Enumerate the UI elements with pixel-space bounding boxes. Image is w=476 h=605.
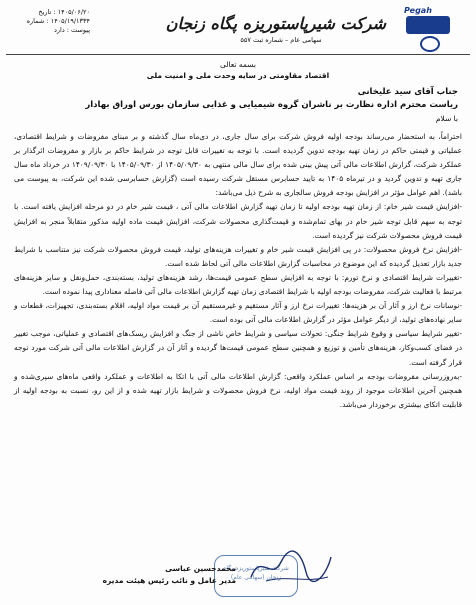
- body-intro: احتراماً، به استحضار می‌رساند بودجه اولیه فروش شرکت برای سال جاری، در دی‌ماه سال گذشته و بر مبنای مفروضات و شرایط اقتصادی، عملیاتی و قیمتی حاکم در زمان تهیه بودجه تدوین گردیده است. با توجه به تغییرات قابل توجه در شرایط حاکم بر بازار و مفروضات اثرگذار بر عملکرد شرکت، گزارش اطلاعات مالی آتی پیش بینی شده برای سال مالی منتهی به ۱۴۰۵/۰۹/۳۰ از ۱۴۰۵/۰۹/۳۰ با ۱۴۰۹/۰۹/۳۰ در خرداد ماه سال جاری تهیه و تدوین گردید و در تیرماه ۱۴۰۵ به تایید حسابرس مستقل شرکت رسیده است (گزارش حسابرسی شده این شرکت، به پیوست می باشد). اهم عوامل مؤثر در افزایش بودجه فروش سالجاری به شرح ذیل می‌باشد:: [14, 132, 462, 198]
- slogan: اقتصاد مقاومتی در سایه وحدت ملی و امنیت ملی: [146, 71, 330, 80]
- body-item-raw-milk: -افزایش قیمت شیر خام: از زمان تهیه بودجه اولیه تا زمان تهیه گزارش اطلاعات مالی آتی ، قیمت شیر خام در دو مرحله افزایش یافته است. با توجه به سهم قابل توجه شیر خام در بهای تمام‌شده و قیمت‌گذاری محصولات شرکت، افزایش قیمت ماده اولیه مذکور متقابلاً منجر به افزایش قیمت فروش محصولات شرکت نیز گردیده است.: [14, 202, 462, 240]
- signer-title: مدیر عامل و نائب رئیس هیئت مدیره: [102, 576, 236, 585]
- body-item-political: -تغییر شرایط سیاسی و وقوع شرایط جنگی: تحولات سیاسی و شرایط خاص ناشی از جنگ و افزایش ریسک‌های اقتصادی و عملیاتی، موجب تغییر در فضای کسب‌وکار، هزینه‌های تأمین و توزیع و همچنین سطح عمومی قیمت‌ها گردیده و آثار آن در گزارش اطلاعات مالی آتی شرکت مورد توجه قرار گرفته است.: [14, 329, 462, 367]
- signer-details: [102, 563, 236, 587]
- handwritten-signature: [246, 547, 336, 587]
- stamp-text: شرکت شیرپاستوریزه پگاه زنجان (سهامی عام): [223, 565, 289, 581]
- basmala: بسمه تعالی: [219, 60, 257, 69]
- document-metadata: [12, 8, 90, 35]
- logo-badge-icon: [406, 16, 450, 34]
- body-item-inflation: -تغییرات شرایط اقتصادی و نرخ تورم: با توجه به افزایش سطح عمومی قیمت‌ها، رشد هزینه‌های تولید، بسته‌بندی، حمل‌ونقل و سایر هزینه‌های مرتبط با فعالیت شرکت، مفروضات بودجه اولیه با شرایط اقتصادی زمان تهیه گزارش اطلاعات مالی آتی فاصله معناداری پیدا نموده است.: [14, 272, 462, 297]
- letter-body: [14, 130, 462, 412]
- body-item-exchange-rate: -نوسانات نرخ ارز و آثار آن بر هزینه‌ها: تغییرات نرخ ارز و آثار مستقیم و غیرمستقیم آن بر قیمت مواد اولیه، اقلام بسته‌بندی، تجهیزات، قطعات و سایر نهاده‌های تولید، از دیگر عوامل مؤثر در گزارش اطلاعات مالی آتی بوده است.: [14, 301, 462, 325]
- logo-emblem-icon: [420, 36, 440, 52]
- addressee-block: [18, 86, 458, 125]
- company-name: شرکت شیرپاستوریزه پگاه زنجان: [165, 14, 386, 33]
- addressee-position: ریاست محترم اداره نظارت بر ناشران گروه شیمیایی و غذایی سازمان بورس اوراق بهادار: [85, 100, 458, 110]
- salutation: با سلام: [435, 114, 458, 123]
- doc-date: ۱۴۰۵/۰۶/۲۰ : تاریخ: [38, 8, 90, 16]
- doc-attachment: پیوست : دارد: [53, 26, 90, 34]
- company-registration: سهامی عام – شماره ثبت ۵۵۷: [240, 36, 322, 44]
- signature-block: [102, 553, 358, 599]
- signer-name: محمدحسین عباسی: [165, 564, 236, 573]
- letterhead: [6, 6, 470, 54]
- addressee-name: جناب آقای سید علیخانی: [357, 87, 458, 97]
- body-item-sales-rate: -افزایش نرخ فروش محصولات: در پی افزایش قیمت شیر خام و تغییرات هزینه‌های تولید، قیمت فروش محصولات شرکت نیز متناسب با شرایط جدید بازار تعدیل گردیده که این موضوع در محاسبات گزارش اطلاعات مالی آتی لحاظ شده است.: [14, 244, 462, 268]
- body-item-assumptions: -به‌روزرسانی مفروضات بودجه بر اساس عملکرد واقعی: گزارش اطلاعات مالی آتی با اتکا به اطلاعات و عملکرد واقعی ماه‌های سپری‌شده و همچنین آخرین اطلاعات موجود از روند قیمت مواد اولیه، نرخ فروش محصولات و شرایط بازار تهیه شده و از این رو، نسبت به بودجه اولیه از قابلیت اتکای بیشتری برخوردار می‌باشد.: [14, 371, 462, 409]
- doc-number: ۱۴۰۵/۱۹/۱۳۳۴ : شماره: [26, 17, 90, 25]
- header-divider: [6, 54, 470, 55]
- pegah-logo: [392, 6, 466, 52]
- logo-wordmark: Pegah: [404, 6, 432, 15]
- company-block: [165, 14, 386, 44]
